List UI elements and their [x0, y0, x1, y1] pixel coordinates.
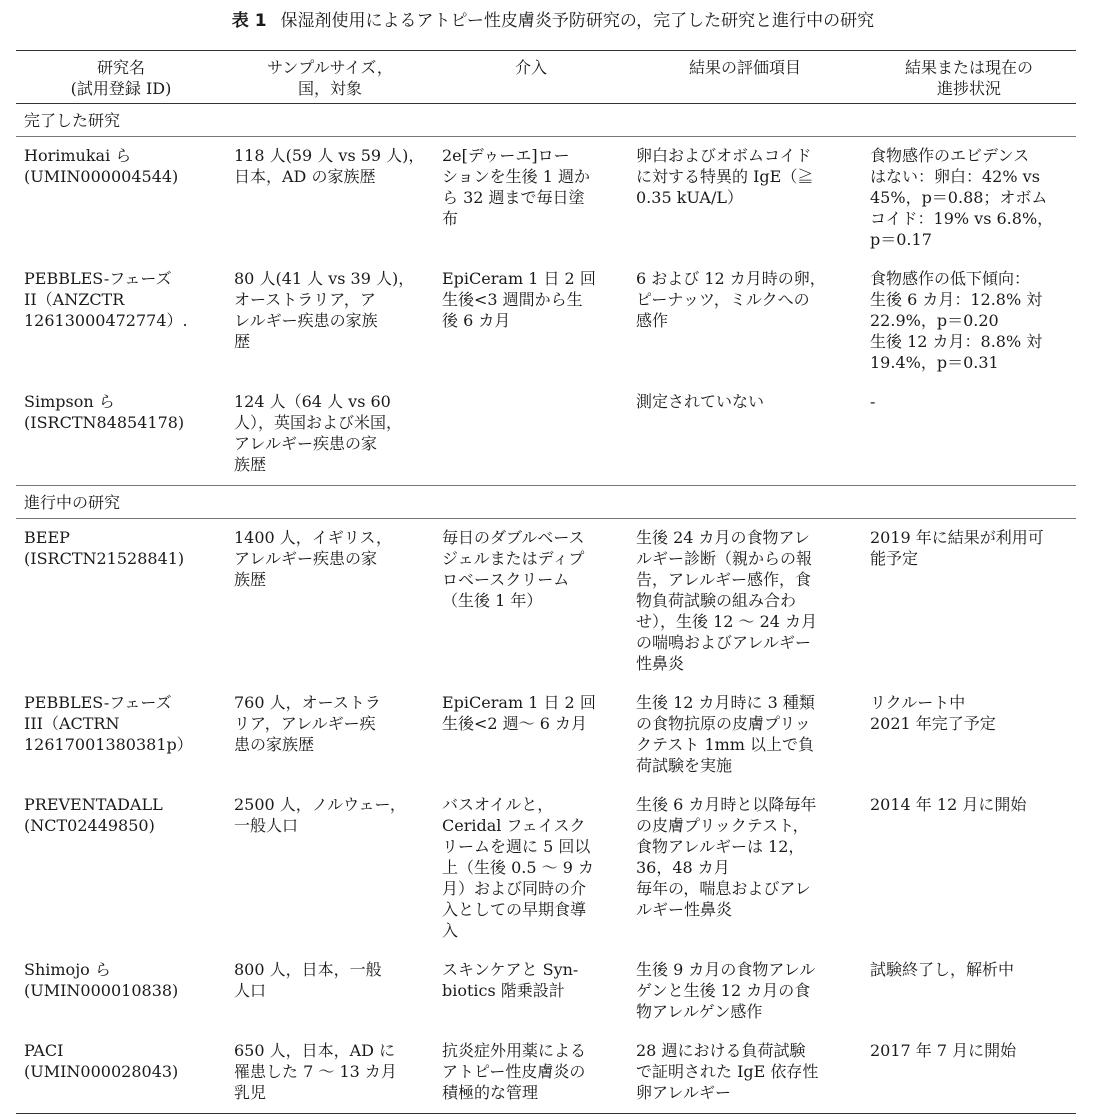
sample-cell: 1400 人，イギリス， アレルギー疾患の家 族歴 [234, 528, 392, 589]
table-caption [0, 8, 1106, 34]
study-name: PREVENTADALL [24, 795, 163, 814]
status-cell: 試験終了し，解析中 [870, 960, 1015, 979]
status-cell: 2017 年 7 月に開始 [862, 1032, 1076, 1114]
intervention-cell: 毎日のダブルベース ジェルまたはディプ ロベースクリーム （生後 1 年） [442, 528, 585, 610]
study-name: PEBBLES-フェーズ [24, 693, 172, 712]
table-row [16, 1032, 1076, 1114]
intervention-cell: EpiCeram 1 日 2 回 生後<2 週～ 6 カ月 [442, 693, 596, 733]
outcome-cell: 生後 9 カ月の食物アレル ゲンと生後 12 カ月の食 物アレルゲン感作 [636, 960, 816, 1021]
study-name: Horimukai ら [24, 146, 132, 165]
section-label: 完了した研究 [16, 104, 1076, 137]
study-name: PEBBLES-フェーズ [24, 269, 172, 288]
study-name-cell [16, 684, 226, 786]
outcome-cell: 生後 24 カ月の食物アレ ルギー診断（親からの報 告，アレルギー感作，食 物負荷試験の組み合わ せ），生後 12 ～ 24 カ月 の喘鳴およびアレルギー 性鼻炎 [636, 528, 818, 673]
outcome-cell: 28 週における負荷試験 で証明された IgE 依存性 卵アレルギー [628, 1032, 862, 1114]
registry-id: (ISRCTN21528841) [24, 549, 185, 568]
sample-cell: 2500 人，ノルウェー， 一般人口 [234, 795, 406, 835]
section-header-row [16, 104, 1076, 137]
table-row [16, 260, 1076, 383]
table-row [16, 383, 1076, 486]
sample-cell: 124 人（64 人 vs 60 人），英国および米国， アレルギー疾患の家 族歴 [234, 392, 403, 474]
outcome-cell: 卵白およびオボムコイド に対する特異的 IgE（≧ 0.35 kUA/L） [636, 146, 814, 207]
header-outcome: 結果の評価項目 [628, 51, 862, 104]
section-label: 進行中の研究 [16, 486, 1076, 519]
table-row [16, 137, 1076, 261]
registry-id: III（ACTRN 12617001380381p） [24, 714, 193, 754]
status-cell: 食物感作のエビデンス はない：卵白：42% vs 45%，p＝0.88；オボム コイド：19% vs 6.8%， p＝0.17 [870, 146, 1054, 249]
header-sample-size: サンプルサイズ， 国，対象 [226, 51, 434, 104]
status-cell: 食物感作の低下傾向： 生後 6 カ月：12.8% 対 22.9%，p＝0.20 生後 12 カ月：8.8% 対 19.4%，p＝0.31 [870, 269, 1043, 372]
header-intervention: 介入 [434, 51, 628, 104]
table-row [16, 519, 1076, 685]
intervention-cell: 2e[デゥーエ]ロー ションを生後 1 週か ら 32 週まで毎日塗 布 [442, 146, 591, 228]
registry-id: (UMIN000028043) [24, 1062, 179, 1081]
outcome-cell: 6 および 12 カ月時の卵， ピーナッツ，ミルクへの 感作 [636, 269, 826, 330]
table-body [16, 104, 1076, 1114]
header-status: 結果または現在の 進捗状況 [862, 51, 1076, 104]
study-name: Simpson ら [24, 392, 115, 411]
outcome-cell: 生後 12 カ月時に 3 種類 の食物抗原の皮膚プリッ クテスト 1mm 以上で負 荷試験を実施 [636, 693, 815, 775]
registry-id: (ISRCTN84854178) [24, 413, 185, 432]
intervention-cell: バスオイルと， Ceridal フェイスク リームを週に 5 回以 上（生後 0.5 ～ 9 カ 月）および同時の介 入としての早期食導 入 [442, 795, 594, 940]
sample-cell: 80 人(41 人 vs 39 人)， オーストラリア，ア レルギー疾患の家族 歴 [234, 269, 415, 351]
status-cell: 2019 年に結果が利用可 能予定 [870, 528, 1044, 568]
outcome-cell: 生後 6 カ月時と以降毎年 の皮膚プリックテスト， 食物アレルギーは 12， 36，48 カ月 毎年の，喘息およびアレ ルギー性鼻炎 [636, 795, 817, 919]
study-name-cell [16, 519, 226, 685]
intervention-cell: 抗炎症外用薬による アトピー性皮膚炎の 積極的な管理 [434, 1032, 628, 1114]
study-name: BEEP [24, 528, 70, 547]
study-name: Shimojo ら [24, 960, 111, 979]
table-row [16, 951, 1076, 1032]
status-cell: リクルート中 2021 年完了予定 [870, 693, 996, 733]
outcome-cell: 測定されていない [636, 392, 765, 411]
registry-id: (UMIN000010838) [24, 981, 179, 1000]
header-study-name: 研究名 (試用登録 ID) [16, 51, 226, 104]
registry-id: (UMIN000004544) [24, 167, 179, 186]
sample-cell: 650 人，日本，AD に 罹患した 7 ～ 13 カ月 乳児 [226, 1032, 434, 1114]
table-number: 表 1 [231, 11, 267, 31]
registry-id: II（ANZCTR 12613000472774）. [24, 290, 188, 330]
sample-cell: 118 人(59 人 vs 59 人)， 日本，AD の家族歴 [234, 146, 425, 186]
intervention-cell [434, 383, 628, 486]
table-row [16, 684, 1076, 786]
intervention-cell: EpiCeram 1 日 2 回 生後<3 週間から生 後 6 カ月 [442, 269, 596, 330]
intervention-cell: スキンケアと Syn- biotics 階乗設計 [442, 960, 579, 1000]
sample-cell: 800 人，日本，一般 人口 [234, 960, 382, 1000]
study-name-cell [16, 137, 226, 261]
sample-cell: 760 人，オーストラ リア，アレルギー疾 患の家族歴 [234, 693, 381, 754]
table-title: 保湿剤使用によるアトピー性皮膚炎予防研究の，完了した研究と進行中の研究 [280, 11, 875, 31]
study-name-cell [16, 383, 226, 486]
table-row [16, 786, 1076, 951]
registry-id: (NCT02449850) [24, 816, 155, 835]
study-name-cell [16, 1032, 226, 1114]
section-header-row [16, 486, 1076, 519]
study-name-cell [16, 786, 226, 951]
study-table [16, 50, 1076, 1114]
status-cell: - [870, 392, 876, 411]
status-cell: 2014 年 12 月に開始 [870, 795, 1027, 814]
study-name-cell [16, 951, 226, 1032]
study-name: PACI [24, 1041, 64, 1060]
study-name-cell [16, 260, 226, 383]
header-row [16, 51, 1076, 104]
